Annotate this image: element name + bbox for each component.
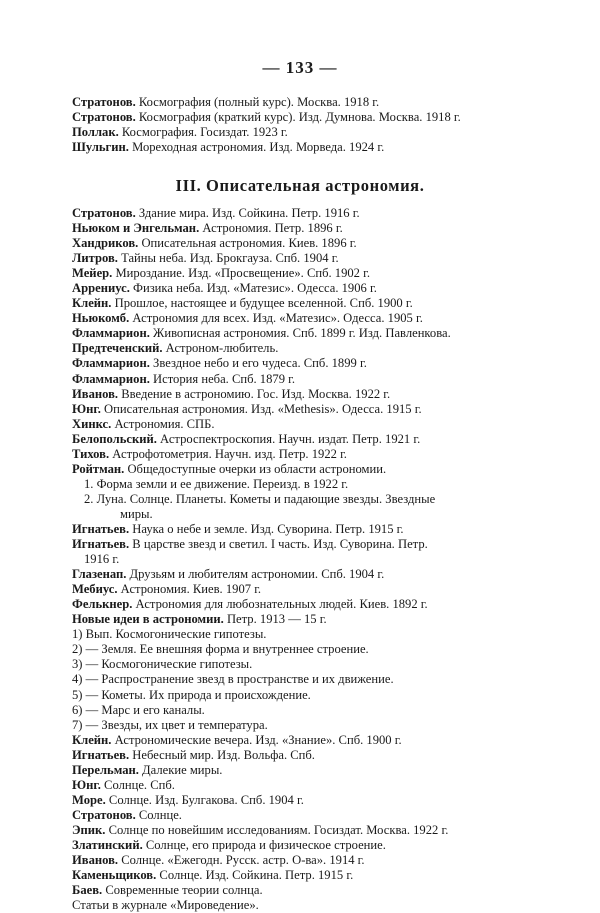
bibliography-entry xyxy=(72,492,542,507)
bibliography-entry xyxy=(72,823,542,838)
bibliography-entry xyxy=(72,110,542,125)
bibliography-entry xyxy=(72,853,542,868)
entry-text: Астрофотометрия. Научн. изд. Петр. 1922 г. xyxy=(109,446,347,461)
entry-author: Глазенап. xyxy=(72,567,127,582)
entry-author: Литров. xyxy=(72,251,118,266)
entry-text: 1916 г. xyxy=(84,552,120,567)
entry-text: 4) — Распространение звезд в пространстве и их движение. xyxy=(72,672,394,687)
entry-text: Введение в астрономию. Гос. Изд. Москва. 1922 г. xyxy=(118,386,391,401)
entry-author: Эпик. xyxy=(72,822,106,837)
bibliography-entry xyxy=(72,281,542,296)
entry-text: Астроспектроскопия. Научн. издат. Петр. 1921 г. xyxy=(156,431,421,446)
entry-author: Море. xyxy=(72,792,106,807)
bibliography-entry xyxy=(72,688,542,703)
entry-text: Астрономия для любознательных людей. Киев. 1892 г. xyxy=(132,597,428,612)
bibliography-entry xyxy=(72,718,542,733)
entry-text: Мироздание. Изд. «Просвещение». Спб. 1902 г. xyxy=(112,266,371,281)
entry-author: Юнг. xyxy=(72,401,101,416)
bibliography-entry xyxy=(72,206,542,221)
bibliography-entry xyxy=(72,356,542,371)
entry-text: Петр. 1913 — 15 г. xyxy=(223,612,327,627)
bibliography-entry xyxy=(72,838,542,853)
bibliography-entry xyxy=(72,552,542,567)
bibliography-entry xyxy=(72,537,542,552)
bibliography-entry xyxy=(72,140,542,155)
bibliography-entry xyxy=(72,236,542,251)
entry-text: Солнце. xyxy=(135,807,182,822)
page-number: — 133 — xyxy=(262,58,338,77)
bibliography-entry xyxy=(72,898,542,913)
entry-text: Звездное небо и его чудеса. Спб. 1899 г. xyxy=(149,356,367,371)
entry-text: Здание мира. Изд. Сойкина. Петр. 1916 г. xyxy=(135,206,360,220)
bibliography-entry xyxy=(72,868,542,883)
bibliography-entry xyxy=(72,402,542,417)
bibliography-entry xyxy=(72,883,542,898)
entry-text: Мореходная астрономия. Изд. Морведа. 1924 г. xyxy=(128,140,385,155)
bibliography-entry xyxy=(72,778,542,793)
bibliography-entry xyxy=(72,612,542,627)
entry-author: Хинкс. xyxy=(72,416,112,431)
entry-author: Поллак. xyxy=(72,125,119,140)
entry-text: 1) Вып. Космогонические гипотезы. xyxy=(72,627,267,642)
bibliography-entry xyxy=(72,703,542,718)
entry-author: Игнатьев. xyxy=(72,521,130,536)
bibliography-entry xyxy=(72,432,542,447)
entry-author: Игнатьев. xyxy=(72,537,130,552)
entry-text: 3) — Космогонические гипотезы. xyxy=(72,657,253,672)
bibliography-entry xyxy=(72,296,542,311)
entry-author: Игнатьев. xyxy=(72,747,130,762)
entry-author: Иванов. xyxy=(72,853,119,868)
section-heading: III. Описательная астрономия. xyxy=(175,176,425,195)
entry-text: Солнце. Спб. xyxy=(100,777,175,792)
bibliography-entry xyxy=(72,311,542,326)
entry-author: Шульгин. xyxy=(72,140,129,155)
entry-author: Юнг. xyxy=(72,777,101,792)
bibliography-entry xyxy=(72,748,542,763)
entry-text: 6) — Марс и его каналы. xyxy=(72,702,205,717)
bibliography-entry xyxy=(72,387,542,402)
entry-text: Современные теории солнца. xyxy=(102,883,263,898)
entry-text: Астрономия. Киев. 1907 г. xyxy=(117,582,262,597)
entry-author: Аррениус. xyxy=(72,281,130,296)
bibliography-entry xyxy=(72,447,542,462)
bibliography-entry xyxy=(72,507,542,522)
bibliography-entry xyxy=(72,251,542,266)
entry-text: миры. xyxy=(120,506,153,521)
entry-text: Описательная астрономия. Киев. 1896 г. xyxy=(138,236,357,251)
entry-text: Описательная астрономия. Изд. «Methesis». Одесса. 1915 г. xyxy=(100,401,422,416)
bibliography-entry xyxy=(72,582,542,597)
entry-text: 7) — Звезды, их цвет и температура. xyxy=(72,717,268,732)
bibliography-entry xyxy=(72,672,542,687)
entry-author: Тихов. xyxy=(72,446,110,461)
entry-text: Далекие миры. xyxy=(138,762,223,777)
entry-text: Астрономия. Петр. 1896 г. xyxy=(199,221,343,236)
bibliography-entry xyxy=(72,266,542,281)
entry-text: Живописная астрономия. Спб. 1899 г. Изд. Павленкова. xyxy=(149,326,451,341)
entry-author: Фелькнер. xyxy=(72,597,133,612)
bibliography-entry xyxy=(72,567,542,582)
entry-text: Солнце. Изд. Сойкина. Петр. 1915 г. xyxy=(156,868,354,883)
bibliography-entry xyxy=(72,808,542,823)
bibliography-entry xyxy=(72,763,542,778)
entry-text: Общедоступные очерки из области астрономии. xyxy=(124,461,387,476)
entry-author: Фламмарион. xyxy=(72,326,150,341)
entry-author: Перельман. xyxy=(72,762,139,777)
entry-author: Клейн. xyxy=(72,296,112,311)
entry-author: Ньюкомб. xyxy=(72,311,130,326)
entry-author: Мейер. xyxy=(72,266,113,281)
entry-text: Прошлое, настоящее и будущее вселенной. Спб. 1900 г. xyxy=(111,296,413,311)
entry-text: Небесный мир. Изд. Вольфа. Спб. xyxy=(129,747,315,762)
entry-author: Новые идеи в астрономии. xyxy=(72,612,224,627)
entry-author: Ньюком и Энгельман. xyxy=(72,221,200,236)
entry-text: 2. Луна. Солнце. Планеты. Кометы и падающие звезды. Звездные xyxy=(84,491,436,506)
entry-text: Космография (краткий курс). Изд. Думнова. Москва. 1918 г. xyxy=(135,110,461,125)
entry-text: Астрономия для всех. Изд. «Матезис». Одесса. 1905 г. xyxy=(129,311,423,326)
entry-author: Белопольский. xyxy=(72,431,157,446)
bibliography-entry xyxy=(72,95,542,110)
entry-author: Ройтман. xyxy=(72,461,125,476)
entry-text: В царстве звезд и светил. I часть. Изд. Суворина. Петр. xyxy=(129,537,428,552)
top-bibliography-list xyxy=(72,95,542,155)
entry-text: Космография. Госиздат. 1923 г. xyxy=(118,125,288,140)
entry-text: Солнце. Изд. Булгакова. Спб. 1904 г. xyxy=(105,792,304,807)
bibliography-entry xyxy=(72,125,542,140)
bibliography-entry xyxy=(72,657,542,672)
entry-text: Тайны неба. Изд. Брокгауза. Спб. 1904 г. xyxy=(117,251,339,266)
bibliography-entry xyxy=(72,642,542,657)
bibliography-entry xyxy=(72,733,542,748)
entry-author: Баев. xyxy=(72,883,103,898)
bibliography-entry xyxy=(72,462,542,477)
entry-author: Каменьщиков. xyxy=(72,868,157,883)
entry-text: История неба. Спб. 1879 г. xyxy=(149,371,296,386)
entry-text: Друзьям и любителям астрономии. Спб. 1904 г. xyxy=(126,567,385,582)
entry-text: Астрономия. СПБ. xyxy=(111,416,215,431)
entry-author: Златинский. xyxy=(72,837,143,852)
entry-text: Астрономические вечера. Изд. «Знание». Спб. 1900 г. xyxy=(111,732,402,747)
entry-text: Астроном-любитель. xyxy=(162,341,279,356)
entry-author: Стратонов. xyxy=(72,807,136,822)
entry-author: Мебиус. xyxy=(72,582,118,597)
bibliography-entry xyxy=(72,326,542,341)
entry-author: Клейн. xyxy=(72,732,112,747)
entry-text: 1. Форма земли и ее движение. Переизд. в 1922 г. xyxy=(84,476,349,491)
bibliography-entry xyxy=(72,477,542,492)
entry-author: Стратонов. xyxy=(72,95,136,109)
bibliography-list xyxy=(72,206,542,913)
entry-text: Солнце по новейшим исследованиям. Госиздат. Москва. 1922 г. xyxy=(105,822,449,837)
entry-author: Фламмарион. xyxy=(72,371,150,386)
entry-text: Физика неба. Изд. «Матезис». Одесса. 1906 г. xyxy=(129,281,377,296)
bibliography-entry xyxy=(72,793,542,808)
entry-text: 2) — Земля. Ее внешняя форма и внутреннее строение. xyxy=(72,642,369,657)
entry-author: Иванов. xyxy=(72,386,119,401)
entry-text: Космография (полный курс). Москва. 1918 г. xyxy=(135,95,380,109)
entry-author: Хандриков. xyxy=(72,236,139,251)
entry-author: Стратонов. xyxy=(72,110,136,125)
entry-text: Солнце, его природа и физическое строение. xyxy=(142,837,386,852)
entry-text: Наука о небе и земле. Изд. Суворина. Петр. 1915 г. xyxy=(129,521,404,536)
entry-text: Статьи в журнале «Мироведение». xyxy=(72,898,259,913)
bibliography-entry xyxy=(72,597,542,612)
entry-author: Фламмарион. xyxy=(72,356,150,371)
bibliography-entry xyxy=(72,627,542,642)
bibliography-entry xyxy=(72,417,542,432)
bibliography-entry xyxy=(72,221,542,236)
entry-text: 5) — Кометы. Их природа и происхождение. xyxy=(72,687,311,702)
entry-author: Предтеченский. xyxy=(72,341,163,356)
entry-author: Стратонов. xyxy=(72,206,136,220)
bibliography-entry xyxy=(72,522,542,537)
entry-text: Солнце. «Ежегодн. Русск. астр. О-ва». 1914 г. xyxy=(118,853,365,868)
bibliography-entry xyxy=(72,341,542,356)
bibliography-entry xyxy=(72,372,542,387)
